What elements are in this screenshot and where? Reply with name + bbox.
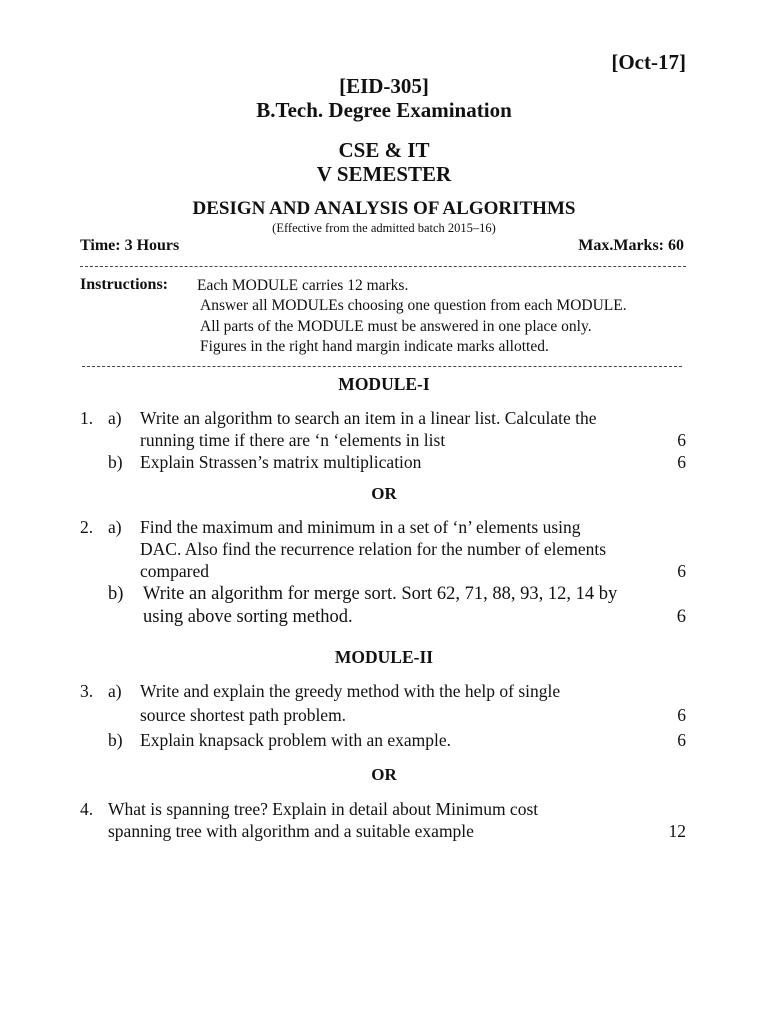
question-2b-marks: 6 [676, 607, 686, 627]
question-3a-label: a) [108, 681, 122, 701]
question-3a-text: Write and explain the greedy method with the help of single [140, 681, 561, 701]
question-2a-text: DAC. Also find the recurrence relation for the number of elements [140, 539, 607, 559]
branch-title: CSE & IT [338, 138, 430, 162]
or-separator: OR [371, 765, 397, 784]
subject-title: DESIGN AND ANALYSIS OF ALGORITHMS [192, 198, 576, 219]
question-4-marks: 12 [668, 821, 686, 841]
question-3-number: 3. [80, 681, 94, 701]
question-1b-label: b) [108, 452, 123, 472]
divider-top [80, 266, 686, 267]
or-separator: OR [371, 484, 397, 503]
instruction-line: All parts of the MODULE must be answered in one place only. [200, 318, 592, 335]
question-2b-label: b) [108, 584, 124, 604]
question-1-number: 1. [80, 408, 94, 428]
question-2a-text: compared [140, 561, 209, 581]
question-3a-marks: 6 [677, 705, 686, 725]
question-1b-text: Explain Strassen’s matrix multiplication [140, 452, 422, 472]
question-2a-label: a) [108, 517, 122, 537]
instruction-line: Answer all MODULEs choosing one question from each MODULE. [200, 297, 627, 314]
question-2a-text: Find the maximum and minimum in a set of ‘n’ elements using [140, 517, 581, 537]
question-2a-marks: 6 [677, 561, 686, 581]
question-1a-text: running time if there are ‘n ‘elements in list [140, 430, 446, 450]
divider-bottom [82, 366, 682, 367]
question-2b-text: using above sorting method. [143, 607, 353, 627]
question-1a-label: a) [108, 408, 122, 428]
instructions-label: Instructions: [80, 276, 169, 293]
exam-title: B.Tech. Degree Examination [256, 98, 512, 122]
question-4-text: What is spanning tree? Explain in detail about Minimum cost [108, 799, 539, 819]
question-2b-text: Write an algorithm for merge sort. Sort 62, 71, 88, 93, 12, 14 by [143, 584, 618, 604]
module-1-heading: MODULE-I [338, 374, 430, 394]
question-4-text: spanning tree with algorithm and a suitable example [108, 821, 474, 841]
semester-title: V SEMESTER [316, 162, 452, 186]
question-4-number: 4. [80, 799, 94, 819]
paper-code: [EID-305] [339, 74, 429, 98]
instruction-line: Figures in the right hand margin indicate marks allotted. [200, 338, 549, 355]
max-marks: Max.Marks: 60 [578, 237, 684, 254]
question-3b-marks: 6 [677, 730, 686, 750]
instruction-line: Each MODULE carries 12 marks. [197, 277, 409, 294]
question-1a-text: Write an algorithm to search an item in a linear list. Calculate the [140, 408, 597, 428]
question-3a-text: source shortest path problem. [140, 705, 347, 725]
effective-note: (Effective from the admitted batch 2015–16) [272, 221, 496, 235]
question-3b-text: Explain knapsack problem with an example. [140, 730, 452, 750]
exam-duration: Time: 3 Hours [80, 237, 180, 254]
module-2-heading: MODULE-II [334, 647, 434, 667]
question-3b-label: b) [108, 730, 123, 750]
question-2-number: 2. [80, 517, 94, 537]
question-1a-marks: 6 [677, 430, 686, 450]
question-1b-marks: 6 [677, 452, 686, 472]
exam-date: [Oct-17] [611, 50, 686, 74]
